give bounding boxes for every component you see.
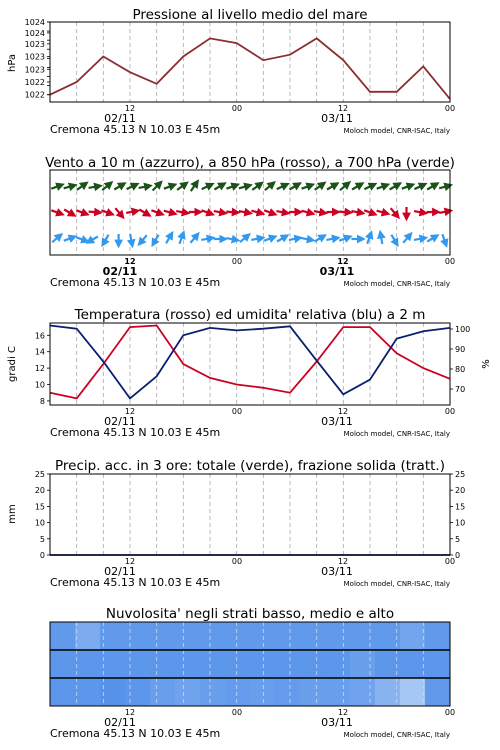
wind-arrow xyxy=(164,185,173,188)
location-label: Cremona 45.13 N 10.03 E 45m xyxy=(50,426,221,439)
y-tick-label: 20 xyxy=(34,486,45,496)
credit-label: Moloch model, CNR-ISAC, Italy xyxy=(343,127,450,135)
wind-arrow xyxy=(64,186,74,189)
wind-arrow xyxy=(202,185,211,189)
wind-arrow xyxy=(327,185,336,190)
time-tick-label: 00 xyxy=(231,557,243,566)
y-tick-label: 10 xyxy=(455,518,466,528)
wind-arrow xyxy=(439,211,449,213)
wind-arrow xyxy=(151,210,160,213)
date-label: 02/11 xyxy=(104,716,136,729)
wind-arrow xyxy=(252,184,260,190)
date-label: 03/11 xyxy=(321,415,353,428)
date-label: 03/11 xyxy=(319,265,355,278)
date-label: 02/11 xyxy=(102,265,138,278)
wind-arrow xyxy=(201,238,211,240)
cloud-cell xyxy=(275,650,301,678)
temperature-title: Temperatura (rosso) ed umidita' relativa (blu) a 2 m xyxy=(74,307,426,323)
y-tick-label: 14 xyxy=(34,347,45,357)
y-tick-label: 25 xyxy=(34,470,45,479)
wind-arrow xyxy=(76,210,85,213)
wind-arrow xyxy=(64,210,73,215)
precip-ylabel: mm xyxy=(7,504,18,524)
time-tick-label: 12 xyxy=(337,708,349,717)
wind-arrow xyxy=(339,237,348,240)
wind-arrow xyxy=(315,237,324,242)
y-tick-label: 10 xyxy=(34,380,45,390)
wind-arrow xyxy=(89,212,99,213)
wind-arrow xyxy=(427,185,436,190)
cloud-cell xyxy=(50,650,76,678)
wind-arrow xyxy=(277,185,286,189)
wind-arrow xyxy=(290,185,299,190)
y-tick-label: 15 xyxy=(455,502,466,512)
wind-arrow xyxy=(302,211,312,214)
cloud-cell xyxy=(400,678,426,706)
wind-arrow xyxy=(377,211,387,214)
location-label: Cremona 45.13 N 10.03 E 45m xyxy=(50,276,221,289)
time-tick-label: 12 xyxy=(337,407,349,416)
cloud-panel xyxy=(50,606,455,740)
time-tick-label: 00 xyxy=(231,708,243,717)
time-tick-label: 00 xyxy=(444,708,456,717)
wind-arrow xyxy=(177,184,185,190)
wind-arrow xyxy=(276,211,286,213)
wind-arrow xyxy=(51,185,60,188)
time-tick-label: 00 xyxy=(231,257,243,266)
time-tick-label: 00 xyxy=(444,104,456,113)
cloud-cell xyxy=(425,622,451,650)
wind-arrow xyxy=(339,212,349,213)
wind-arrow xyxy=(104,235,109,244)
cloud-cell xyxy=(325,650,351,678)
time-tick-label: 00 xyxy=(231,104,243,113)
temperature-frame xyxy=(50,323,450,405)
time-tick-label: 00 xyxy=(444,257,456,266)
wind-arrow xyxy=(139,210,148,215)
cloud-cell xyxy=(350,678,376,706)
y-tick-label: 1022 xyxy=(24,78,45,87)
humidity-line xyxy=(50,326,450,399)
credit-label: Moloch model, CNR-ISAC, Italy xyxy=(343,580,450,588)
cloud-cell xyxy=(175,650,201,678)
wind-arrow xyxy=(191,183,197,191)
wind-arrow xyxy=(251,238,261,240)
y-tick-label: 1023 xyxy=(24,65,45,75)
wind-arrow xyxy=(191,235,197,243)
cloud-cell xyxy=(225,678,251,706)
cloud-cell xyxy=(275,622,301,650)
wind-arrow xyxy=(314,211,324,213)
wind-arrow xyxy=(64,237,73,240)
wind-arrow xyxy=(264,210,273,213)
wind-arrow xyxy=(226,212,236,213)
time-tick-label: 12 xyxy=(124,407,136,416)
credit-label: Moloch model, CNR-ISAC, Italy xyxy=(343,430,450,438)
cloud-cell xyxy=(300,650,326,678)
cloud-cell xyxy=(325,678,351,706)
pressure-ylabel: hPa xyxy=(7,53,18,73)
wind-arrow xyxy=(442,234,445,243)
cloud-cell xyxy=(150,622,176,650)
wind-arrow xyxy=(391,208,397,216)
cloud-cell xyxy=(350,650,376,678)
cloud-cell xyxy=(100,622,126,650)
cloud-cell xyxy=(150,650,176,678)
wind-arrow xyxy=(127,185,136,189)
wind-arrow xyxy=(414,185,423,189)
cloud-cell xyxy=(325,622,351,650)
cloud-title: Nuvolosita' negli strati basso, medio e alto xyxy=(105,606,395,622)
wind-arrow xyxy=(289,238,299,240)
cloud-cell xyxy=(125,650,151,678)
humidity-ylabel: % xyxy=(481,359,492,369)
cloud-cell xyxy=(150,678,176,706)
wind-arrow xyxy=(301,238,311,240)
wind-arrow xyxy=(414,238,424,240)
cloud-cell xyxy=(225,622,251,650)
wind-arrow xyxy=(251,211,261,214)
cloud-cell xyxy=(125,678,151,706)
wind-arrow xyxy=(352,185,361,190)
wind-arrow xyxy=(52,236,60,242)
wind-arrow xyxy=(277,237,286,242)
cloud-cell xyxy=(400,622,426,650)
cloud-cell xyxy=(300,678,326,706)
wind-arrow xyxy=(240,236,248,242)
credit-label: Moloch model, CNR-ISAC, Italy xyxy=(343,280,450,288)
y-tick-label: 8 xyxy=(39,396,45,406)
date-label: 03/11 xyxy=(321,112,353,125)
y-tick-label: 5 xyxy=(455,534,461,544)
wind-arrow xyxy=(51,210,60,213)
cloud-cell xyxy=(175,622,201,650)
cloud-cell xyxy=(75,622,101,650)
wind-arrow xyxy=(89,186,99,188)
wind-arrow xyxy=(326,238,336,240)
credit-label: Moloch model, CNR-ISAC, Italy xyxy=(343,731,450,739)
wind-arrow xyxy=(202,210,211,213)
time-tick-label: 12 xyxy=(337,257,349,266)
precip-panel xyxy=(7,458,465,589)
wind-panel xyxy=(45,155,455,289)
wind-arrow xyxy=(239,186,249,189)
wind-arrow xyxy=(226,238,236,240)
cloud-cell xyxy=(125,622,151,650)
date-label: 02/11 xyxy=(104,565,136,578)
cloud-cell xyxy=(75,678,101,706)
wind-arrow xyxy=(364,210,373,213)
time-tick-label: 12 xyxy=(337,557,349,566)
y-tick-label: 70 xyxy=(455,385,466,394)
wind-arrow xyxy=(427,237,436,242)
date-label: 02/11 xyxy=(104,112,136,125)
cloud-cell xyxy=(200,622,226,650)
cloud-cell xyxy=(250,622,276,650)
y-tick-label: 0 xyxy=(455,551,461,560)
y-tick-label: 25 xyxy=(455,470,466,479)
wind-arrow xyxy=(180,234,183,243)
wind-arrow xyxy=(154,235,159,244)
wind-arrow xyxy=(114,185,123,190)
wind-arrow xyxy=(381,234,383,244)
wind-arrow xyxy=(302,185,311,188)
wind-arrow xyxy=(227,185,236,188)
y-tick-label: 1023 xyxy=(24,39,45,49)
cloud-cell xyxy=(250,650,276,678)
wind-arrow xyxy=(140,235,146,243)
cloud-cell xyxy=(350,622,376,650)
y-tick-label: 100 xyxy=(455,325,471,334)
time-tick-label: 12 xyxy=(124,104,136,113)
pressure-title: Pressione al livello medio del mare xyxy=(132,7,368,23)
cloud-cell xyxy=(275,678,301,706)
wind-arrow xyxy=(265,184,273,190)
wind-arrow xyxy=(239,211,249,213)
cloud-cell xyxy=(200,678,226,706)
wind-arrow xyxy=(402,185,411,188)
wind-arrow xyxy=(115,208,121,216)
temperature-ylabel: gradi C xyxy=(7,346,18,382)
time-tick-label: 12 xyxy=(124,708,136,717)
y-tick-label: 5 xyxy=(39,534,45,544)
time-tick-label: 12 xyxy=(124,257,136,266)
cloud-cell xyxy=(400,650,426,678)
cloud-cell xyxy=(50,678,76,706)
cloud-cell xyxy=(100,650,126,678)
time-tick-label: 00 xyxy=(444,557,456,566)
cloud-cell xyxy=(175,678,201,706)
date-label: 02/11 xyxy=(104,415,136,428)
y-tick-label: 15 xyxy=(34,502,45,512)
temperature-line xyxy=(50,326,450,399)
wind-arrow xyxy=(164,211,174,214)
cloud-cell xyxy=(200,650,226,678)
temperature-panel xyxy=(7,307,492,439)
time-tick-label: 00 xyxy=(231,407,243,416)
wind-title: Vento a 10 m (azzurro), a 850 hPa (rosso), a 700 hPa (verde) xyxy=(45,155,455,171)
y-tick-label: 1023 xyxy=(24,52,45,62)
wind-arrow xyxy=(214,185,223,190)
pressure-line xyxy=(50,38,450,99)
cloud-cell xyxy=(50,622,76,650)
wind-arrow xyxy=(377,185,386,188)
y-tick-label: 20 xyxy=(455,486,466,496)
wind-arrow xyxy=(391,235,396,244)
wind-arrow xyxy=(315,184,323,190)
pressure-frame xyxy=(50,22,450,102)
cloud-cell xyxy=(75,650,101,678)
y-tick-label: 1024 xyxy=(24,28,45,38)
location-label: Cremona 45.13 N 10.03 E 45m xyxy=(50,576,221,589)
y-tick-label: 1024 xyxy=(24,18,45,27)
date-label: 03/11 xyxy=(321,716,353,729)
wind-arrow xyxy=(89,237,98,242)
precip-title: Precip. acc. in 3 ore: totale (verde), frazione solida (tratt.) xyxy=(55,458,445,474)
y-tick-label: 0 xyxy=(39,551,45,560)
wind-arrow xyxy=(414,211,424,213)
date-label: 03/11 xyxy=(321,565,353,578)
wind-arrow xyxy=(439,186,449,189)
time-tick-label: 12 xyxy=(124,557,136,566)
pressure-panel xyxy=(7,7,455,136)
wind-arrow xyxy=(77,184,85,190)
wind-arrow xyxy=(153,184,160,191)
location-label: Cremona 45.13 N 10.03 E 45m xyxy=(50,727,221,740)
cloud-cell xyxy=(425,678,451,706)
location-label: Cremona 45.13 N 10.03 E 45m xyxy=(50,123,221,136)
time-tick-label: 00 xyxy=(444,407,456,416)
wind-arrow xyxy=(126,211,136,213)
wind-arrow xyxy=(264,237,273,240)
precip-frame xyxy=(50,474,450,555)
wind-arrow xyxy=(101,210,110,213)
y-tick-label: 16 xyxy=(34,331,45,341)
wind-arrow xyxy=(214,211,224,213)
wind-arrow xyxy=(76,237,85,240)
y-tick-label: 10 xyxy=(34,518,45,528)
wind-arrow xyxy=(176,211,186,213)
y-tick-label: 12 xyxy=(34,364,45,374)
cloud-cell xyxy=(250,678,276,706)
wind-arrow xyxy=(352,211,362,213)
cloud-cell xyxy=(100,678,126,706)
cloud-cell xyxy=(300,622,326,650)
y-tick-label: 90 xyxy=(455,345,466,354)
cloud-cell xyxy=(225,650,251,678)
wind-arrow xyxy=(139,186,149,188)
time-tick-label: 12 xyxy=(337,104,349,113)
wind-arrow xyxy=(340,184,348,190)
y-tick-label: 80 xyxy=(455,365,466,374)
wind-arrow xyxy=(166,235,171,244)
y-tick-label: 1022 xyxy=(24,90,45,100)
wind-arrow xyxy=(403,235,410,243)
wind-arrow xyxy=(364,185,373,189)
wind-arrow xyxy=(130,234,132,244)
cloud-cell xyxy=(425,650,451,678)
